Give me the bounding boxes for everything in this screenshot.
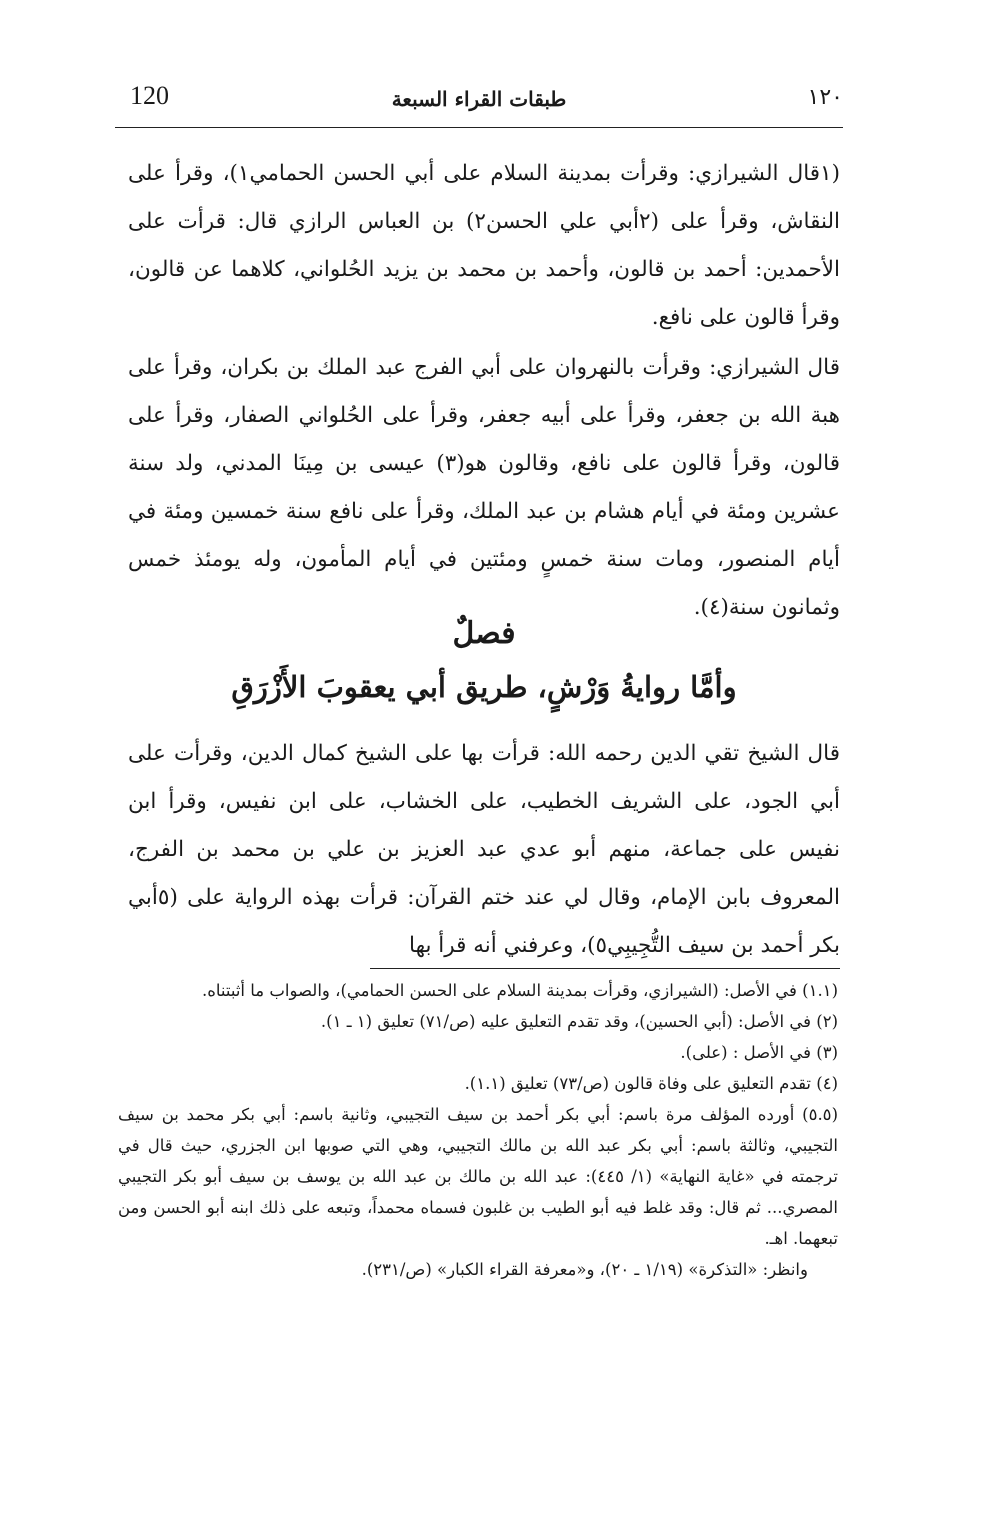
footnote-4: (٤) تقدم التعليق على وفاة قالون (ص/٧٣) تعليق (١.١).	[464, 1074, 838, 1093]
paragraph-3: قال الشيخ تقي الدين رحمه الله: قرأت بها على الشيخ كمال الدين، وقرأت على أبي الجود، على الشريف الخطيب، على الخشاب، على ابن نفيس، وقرأ ابن نفيس على جماعة، منهم أبو عدي عبد العزيز بن علي بن محمد بن الفرج، المعروف بابن الإمام، وقال لي عند ختم القرآن: قرأت بهذه الرواية على (٥أبي بكر أحمد بن سيف التُّجِيبِي٥)، وعرفني أنه قرأ بها	[128, 741, 840, 958]
running-title: طبقات القراء السبعة	[391, 87, 567, 111]
footnote-2: (٢) في الأصل: (أبي الحسين)، وقد تقدم التعليق عليه (ص/٧١) تعليق (١ ـ ١).	[320, 1012, 838, 1031]
section-title: وأمَّا روايةُ وَرْشٍ، طريق أبي يعقوبَ الأَزْرَقِ	[231, 670, 737, 704]
footnote-see-also: وانظر: «التذكرة» (١/١٩ ـ ٢٠)، و«معرفة القراء الكبار» (ص/٢٣١).	[361, 1260, 808, 1279]
footnotes	[118, 975, 838, 1285]
page-number-arabic: ١٢٠	[807, 85, 843, 110]
page-header	[115, 75, 843, 128]
section-heading: فصلٌ	[452, 616, 516, 651]
paragraph-2: قال الشيرازي: وقرأت بالنهروان على أبي الفرج عبد الملك بن بكران، وقرأ على هبة الله بن جعفر، وقرأ على أبيه جعفر، وقرأ على الحُلواني الصفار، وقرأ على قالون، وقرأ قالون على نافع، وقالون هو(٣) عيسى بن مِينَا المدني، ولد سنة عشرين ومئة في أيام هشام بن عبد الملك، وقرأ على نافع سنة خمسين ومئة في أيام المنصور، ومات سنة خمسٍ ومئتين في أيام المأمون، وله يومئذ خمس وثمانون سنة(٤).	[128, 355, 840, 620]
paragraph-1: (١قال الشيرازي: وقرأت بمدينة السلام على أبي الحسن الحمامي١)، وقرأ على النقاش، وقرأ على (٢أبي علي الحسن٢) بن العباس الرازي قال: قرأت على الأحمدين: أحمد بن قالون، وأحمد بن محمد بن يزيد الحُلواني، كلاهما عن قالون، وقرأ قالون على نافع.	[128, 161, 840, 330]
footnote-1: (١.١) في الأصل: (الشيرازي، وقرأت بمدينة السلام على الحسن الحمامي)، والصواب ما أثبتناه.	[201, 981, 838, 1000]
footnote-5: (٥.٥) أورده المؤلف مرة باسم: أبي بكر أحمد بن سيف التجيبي، وثانية باسم: أبي بكر محمد بن سيف التجيبي، وثالثة باسم: أبي بكر عبد الله بن مالك التجيبي، وهي التي صوبها ابن الجزري، حيث قال في ترجمته في «غاية النهاية» (١/ ٤٤٥): عبد الله بن مالك بن عبد الله بن يوسف بن سيف أبو بكر التجيبي المصري... ثم قال: وقد غلط فيه أبو الطيب بن غلبون فسماه محمداً، وتبعه على ذلك ابنه أبو الحسن ومن تبعهما. اهـ.	[118, 1105, 838, 1248]
page-number-latin: 120	[130, 81, 169, 110]
footnote-3: (٣) في الأصل : (على).	[680, 1043, 838, 1062]
footnote-separator	[370, 968, 840, 969]
